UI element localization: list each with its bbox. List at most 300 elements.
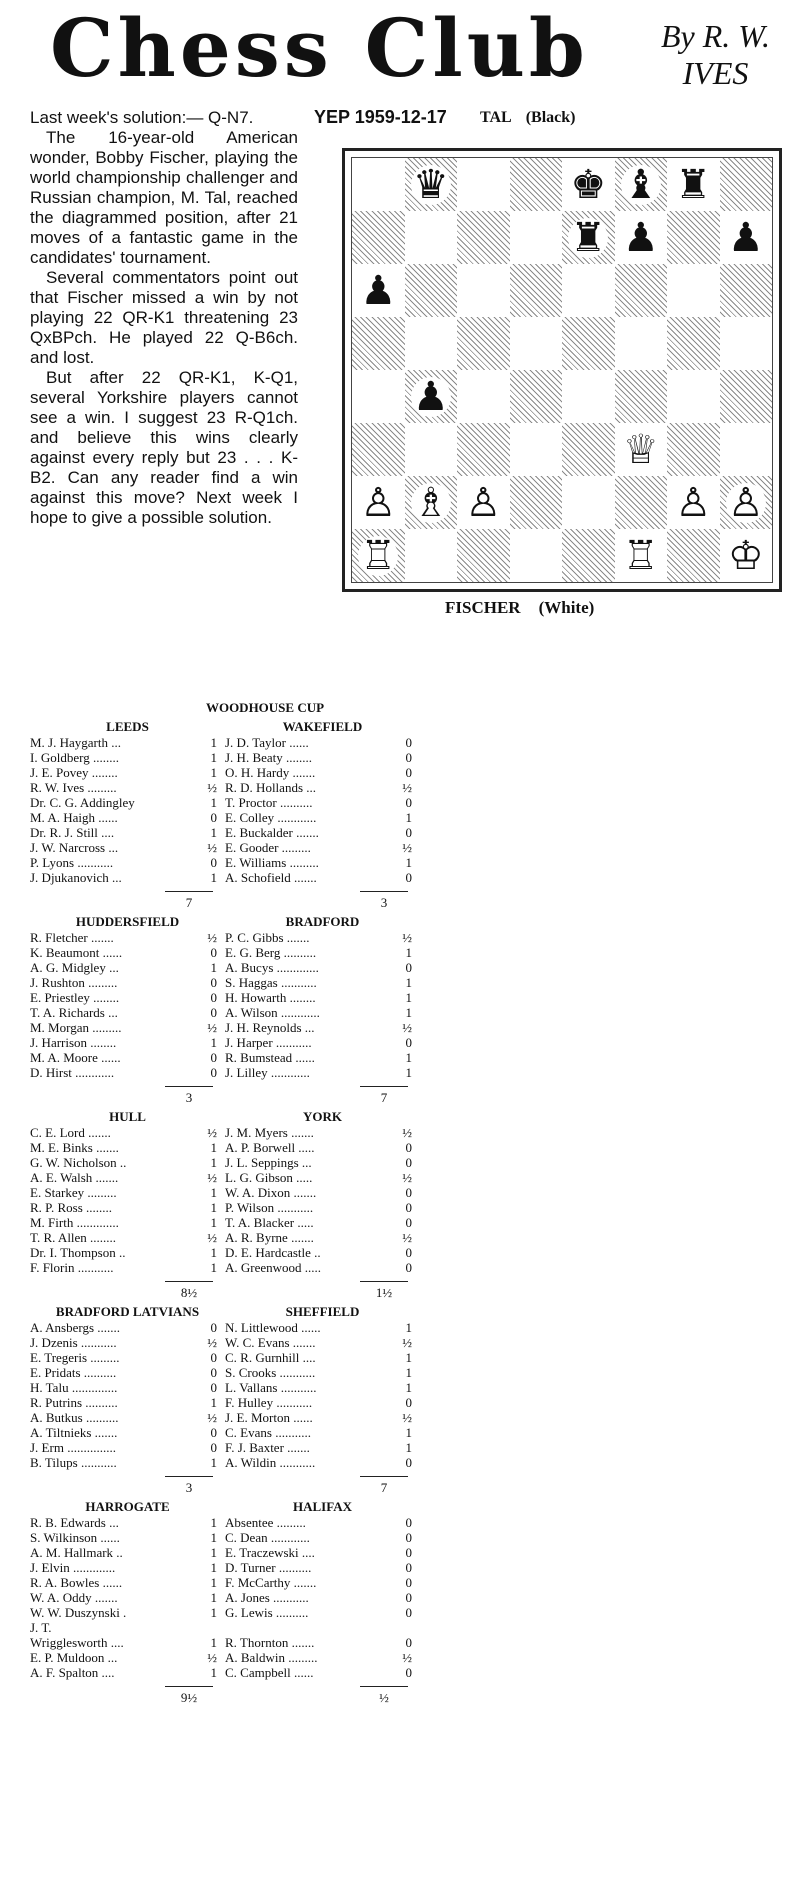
away-player-score: 1 [405,990,412,1005]
home-player-name: S. Wilkinson ...... [30,1530,120,1545]
away-player-name: E. Gooder ......... [225,840,311,855]
home-player-score: 1 [210,1200,217,1215]
home-player-cell [30,1140,225,1155]
home-player-cell [30,1545,225,1560]
away-player-cell [225,1215,420,1230]
away-player-cell [225,1260,420,1275]
home-player-name: A. F. Spalton .... [30,1665,115,1680]
home-player-score: ½ [207,1230,217,1245]
board-square [510,476,563,529]
match-totals [30,1680,420,1706]
away-player-cell [225,855,420,870]
away-player-cell [225,1005,420,1020]
away-player-name: A. Wildin ........... [225,1455,316,1470]
board-result-row [30,810,420,825]
away-player-name: R. Bumstead ...... [225,1050,315,1065]
match-block [30,716,420,911]
away-player-name: J. Lilley ............ [225,1065,310,1080]
away-player-cell [225,735,420,750]
home-player-score: 1 [210,1245,217,1260]
board-square [510,264,563,317]
board-square [510,423,563,476]
home-player-score: 0 [210,1365,217,1380]
board-square [667,476,720,529]
board-result-row [30,1365,420,1380]
board-square [352,211,405,264]
home-player-name: I. Goldberg ........ [30,750,119,765]
away-team-name: BRADFORD [285,914,360,929]
white-player-side: (White) [538,598,595,617]
away-player-cell [225,1605,420,1620]
home-player-name: R. W. Ives ......... [30,780,117,795]
away-player-name: L. G. Gibson ..... [225,1170,313,1185]
away-player-score: 1 [405,1365,412,1380]
board-square [562,264,615,317]
home-player-cell [30,870,225,885]
board-square [510,370,563,423]
away-player-score: 1 [405,1050,412,1065]
home-player-name: W. W. Duszynski . [30,1605,127,1620]
away-player-cell [225,765,420,780]
away-player-cell [225,1395,420,1410]
board-result-row [30,1380,420,1395]
away-player-cell [225,1365,420,1380]
home-player-name: A. Butkus .......... [30,1410,119,1425]
home-player-score: 1 [210,960,217,975]
away-player-name: C. R. Gurnhill .... [225,1350,316,1365]
away-player-cell [225,1200,420,1215]
home-player-cell [30,1350,225,1365]
away-player-name: A. Schofield ....... [225,870,317,885]
home-player-name: G. W. Nicholson .. [30,1155,127,1170]
board-square [457,158,510,211]
byline-line-1: By R. W. [660,18,770,54]
home-player-score: 0 [210,990,217,1005]
away-player-cell [225,1515,420,1530]
away-player-cell [225,1185,420,1200]
away-player-cell [225,1170,420,1185]
home-player-name: M. E. Binks ....... [30,1140,119,1155]
away-total-cell [225,1281,420,1301]
board-square [352,158,405,211]
away-player-score: 0 [405,1530,412,1545]
board-square [457,264,510,317]
home-total-cell [30,1686,225,1706]
article-paragraph: The 16-year-old American wonder, Bobby Fischer, playing the world championship challenger and Russian champion, M. Tal, reached the diagrammed position, after 21 moves of a fantastic game in the candidates' tournament. [30,128,298,267]
away-player-score: 0 [405,1155,412,1170]
home-player-cell [30,945,225,960]
board-square [405,476,458,529]
away-player-name: W. A. Dixon ....... [225,1185,317,1200]
home-player-cell [30,780,225,795]
board-square [615,529,668,582]
board-square [405,423,458,476]
away-player-cell [225,750,420,765]
article-paragraph: Last week's solution:— Q-N7. [30,108,254,127]
match-totals [30,1080,420,1106]
away-player-score: 0 [405,1665,412,1680]
home-player-name: Dr. I. Thompson .. [30,1245,126,1260]
away-total-cell [225,1686,420,1706]
board-result-row [30,1125,420,1140]
home-player-cell [30,1125,225,1140]
board-result-row [30,1230,420,1245]
board-square [667,317,720,370]
home-team-name: HUDDERSFIELD [75,914,180,929]
away-player-name: E. Traczewski .... [225,1545,315,1560]
away-player-score: 0 [405,1260,412,1275]
board-square [667,158,720,211]
board-result-row [30,870,420,885]
home-player-score: 1 [210,1575,217,1590]
board-square [405,317,458,370]
board-result-row [30,1560,420,1575]
board-result-row [30,1140,420,1155]
away-player-name: A. R. Byrne ....... [225,1230,314,1245]
home-player-cell [30,855,225,870]
home-player-score: 0 [210,1380,217,1395]
away-player-cell [225,1140,420,1155]
board-result-row [30,1335,420,1350]
home-player-score: 1 [210,1395,217,1410]
away-player-score: 0 [405,960,412,975]
board-result-row [30,1440,420,1455]
home-player-cell [30,1380,225,1395]
away-player-name: E. G. Berg .......... [225,945,317,960]
board-result-row [30,1605,420,1620]
away-total-cell [225,891,420,911]
away-player-name: D. Turner .......... [225,1560,312,1575]
board-result-row [30,1650,420,1665]
home-player-name: J. E. Povey ........ [30,765,118,780]
away-player-name: J. D. Taylor ...... [225,735,309,750]
away-player-cell [225,1410,420,1425]
away-player-name: J. H. Reynolds ... [225,1020,315,1035]
away-player-score: ½ [402,780,412,795]
black-player-side: (Black) [525,109,576,126]
away-player-score: ½ [402,930,412,945]
chess-piece-icon: ♙ [360,479,397,526]
home-player-score: 1 [210,1560,217,1575]
away-player-score: 0 [405,825,412,840]
away-player-score: 0 [405,735,412,750]
match-totals [30,1470,420,1496]
home-player-name: M. A. Moore ...... [30,1050,121,1065]
away-player-name: G. Lewis .......... [225,1605,309,1620]
away-player-name: O. H. Hardy ....... [225,765,316,780]
board-square [352,264,405,317]
home-player-name: Dr. R. J. Still .... [30,825,115,840]
home-player-score: ½ [207,1170,217,1185]
home-player-name: D. Hirst ............ [30,1065,115,1080]
home-player-score: ½ [207,1410,217,1425]
home-player-score: ½ [207,1020,217,1035]
board-square [562,211,615,264]
away-player-score: ½ [402,1230,412,1245]
board-square [615,317,668,370]
home-player-name: E. Priestley ........ [30,990,120,1005]
away-player-score: 0 [405,1635,412,1650]
away-player-score: 0 [405,1590,412,1605]
home-player-score: 1 [210,1665,217,1680]
home-player-cell [30,1395,225,1410]
home-player-score: 1 [210,1515,217,1530]
away-player-score: 1 [405,1065,412,1080]
home-player-score: 0 [210,1320,217,1335]
away-player-cell [225,1440,420,1455]
board-square [352,317,405,370]
home-player-cell [30,1320,225,1335]
home-player-cell [30,1230,225,1245]
away-total-cell [225,1476,420,1496]
away-player-score: 1 [405,945,412,960]
board-square [720,370,773,423]
away-player-cell [225,795,420,810]
away-player-score: 0 [405,1200,412,1215]
woodhouse-cup-results [30,700,420,1706]
cup-title: WOODHOUSE CUP [205,700,325,715]
home-total-cell [30,1281,225,1301]
board-result-row [30,1320,420,1335]
home-player-score: 0 [210,855,217,870]
chess-board [351,157,773,583]
away-player-score: 1 [405,810,412,825]
away-player-cell [225,960,420,975]
away-player-score: ½ [402,1125,412,1140]
board-square [457,211,510,264]
home-player-cell [30,1005,225,1020]
away-player-cell [225,1455,420,1470]
away-player-cell [225,1020,420,1035]
home-player-score: 1 [210,1605,217,1620]
away-player-cell [225,1650,420,1665]
away-total: ½ [360,1686,408,1706]
board-result-row [30,990,420,1005]
away-player-name: J. L. Seppings ... [225,1155,312,1170]
home-player-cell [30,1020,225,1035]
chess-piece-icon: ♚ [570,161,607,208]
article-text [30,108,298,528]
away-player-name: C. Evans ........... [225,1425,311,1440]
away-player-score: 0 [405,1545,412,1560]
away-player-score: 0 [405,1605,412,1620]
away-player-cell [225,810,420,825]
home-player-cell [30,1530,225,1545]
home-player-cell [30,1440,225,1455]
home-player-score: 1 [210,1545,217,1560]
home-total: 9½ [165,1686,213,1706]
board-square [457,317,510,370]
home-player-cell [30,1605,225,1620]
board-result-row [30,780,420,795]
home-team-name: HARROGATE [85,1499,170,1514]
chess-piece-icon: ♔ [727,532,764,579]
home-player-name: Dr. C. G. Addingley [30,795,135,810]
away-player-score: 0 [405,765,412,780]
away-player-name: P. C. Gibbs ....... [225,930,310,945]
board-result-row [30,1410,420,1425]
home-team-name: BRADFORD LATVIANS [55,1304,200,1319]
board-result-row [30,750,420,765]
away-player-cell [225,1620,420,1635]
away-player-score: 1 [405,1350,412,1365]
match-header [30,1301,420,1320]
away-player-cell [225,1050,420,1065]
home-player-score: ½ [207,1125,217,1140]
board-square [667,264,720,317]
board-square [720,317,773,370]
board-square [720,264,773,317]
away-player-cell [225,1530,420,1545]
home-player-name: J. Erm ............... [30,1440,116,1455]
match-block [30,1301,420,1496]
home-player-name: A. Ansbergs ....... [30,1320,121,1335]
home-player-name: R. Fletcher ....... [30,930,114,945]
away-player-score: 0 [405,1035,412,1050]
home-player-name: R. B. Edwards ... [30,1515,119,1530]
home-player-cell [30,765,225,780]
board-result-row [30,765,420,780]
home-player-name: J. Harrison ........ [30,1035,117,1050]
away-player-cell [225,990,420,1005]
home-player-cell [30,1650,225,1665]
home-player-name: M. J. Haygarth ... [30,735,121,750]
home-team-name: HULL [109,1109,146,1124]
black-player-name: TAL [480,109,512,126]
chess-piece-icon: ♛ [412,161,449,208]
home-player-score: 1 [210,765,217,780]
board-square [562,423,615,476]
chess-piece-icon: ♗ [412,479,449,526]
away-team-name: SHEFFIELD [285,1304,360,1319]
board-result-row [30,1665,420,1680]
match-totals [30,885,420,911]
away-player-cell [225,1380,420,1395]
home-player-cell [30,1155,225,1170]
chess-piece-icon: ♟ [622,214,659,261]
board-square [720,529,773,582]
board-result-row [30,930,420,945]
article-paragraph: Several commentators point out that Fischer missed a win by not playing 22 QR-K1 threatening 23 QxBPch. He played 22 Q-B6ch. and lost. [30,268,298,367]
home-player-name: F. Florin ........... [30,1260,114,1275]
board-result-row [30,1590,420,1605]
board-result-row [30,1260,420,1275]
board-result-row [30,1170,420,1185]
board-square [667,370,720,423]
home-player-name: M. Morgan ......... [30,1020,122,1035]
away-player-score: 1 [405,975,412,990]
home-player-cell [30,1560,225,1575]
board-result-row [30,1065,420,1080]
board-square [405,370,458,423]
board-result-row [30,1020,420,1035]
away-player-name: L. Vallans ........... [225,1380,317,1395]
home-player-name: J. Elvin ............. [30,1560,116,1575]
byline [661,18,770,92]
board-square [510,211,563,264]
home-player-cell [30,930,225,945]
chess-piece-icon: ♙ [727,479,764,526]
home-player-score: 1 [210,825,217,840]
board-square [615,423,668,476]
board-square [615,158,668,211]
board-result-row [30,1575,420,1590]
home-player-name: J. T. [30,1620,52,1635]
home-player-cell [30,735,225,750]
match-block [30,1106,420,1301]
away-player-score: ½ [402,1335,412,1350]
board-result-row [30,1425,420,1440]
away-player-score: 0 [405,750,412,765]
away-total: 7 [360,1476,408,1496]
away-player-score: 1 [405,1005,412,1020]
home-player-name: B. Tilups ........... [30,1455,117,1470]
away-player-name: F. J. Baxter ....... [225,1440,310,1455]
column-title: Chess Club [50,1,589,95]
board-square [352,529,405,582]
board-result-row [30,1245,420,1260]
away-player-name: E. Colley ............ [225,810,317,825]
board-result-row [30,945,420,960]
away-player-name: A. Baldwin ......... [225,1650,318,1665]
home-player-cell [30,1200,225,1215]
away-player-cell [225,1545,420,1560]
board-square [720,423,773,476]
away-player-name: A. Jones ........... [225,1590,309,1605]
away-player-cell [225,1560,420,1575]
home-player-name: A. E. Walsh ....... [30,1170,119,1185]
home-player-name: H. Talu .............. [30,1380,118,1395]
board-square [615,211,668,264]
board-result-row [30,1620,420,1635]
away-player-cell [225,1125,420,1140]
home-player-score: 1 [210,1155,217,1170]
board-square [562,529,615,582]
home-player-cell [30,1260,225,1275]
away-player-name: F. Hulley ........... [225,1395,313,1410]
away-player-cell [225,1245,420,1260]
away-player-score: ½ [402,1410,412,1425]
away-player-name: P. Wilson ........... [225,1200,314,1215]
away-player-name: J. H. Beaty ........ [225,750,313,765]
away-player-score: ½ [402,1170,412,1185]
home-player-name: W. A. Oddy ....... [30,1590,118,1605]
home-player-name: J. W. Narcross ... [30,840,119,855]
away-player-name: Absentee ......... [225,1515,306,1530]
chess-diagram [342,148,782,592]
away-player-score: ½ [402,840,412,855]
home-player-score: 1 [210,735,217,750]
home-player-name: E. Starkey ......... [30,1185,117,1200]
black-player-label [480,109,576,127]
away-player-name: H. Howarth ........ [225,990,316,1005]
match-block [30,1496,420,1706]
home-player-cell [30,1515,225,1530]
away-player-score: 0 [405,1395,412,1410]
home-player-cell [30,825,225,840]
board-square [667,529,720,582]
away-player-name: A. Greenwood ..... [225,1260,322,1275]
away-player-score: 0 [405,795,412,810]
away-player-score: 0 [405,1575,412,1590]
away-player-cell [225,1575,420,1590]
home-player-cell [30,1065,225,1080]
away-player-name: E. Williams ......... [225,855,319,870]
away-player-score: 1 [405,1320,412,1335]
home-player-score: 0 [210,810,217,825]
home-player-score: 1 [210,1455,217,1470]
white-player-name: FISCHER [445,598,521,617]
